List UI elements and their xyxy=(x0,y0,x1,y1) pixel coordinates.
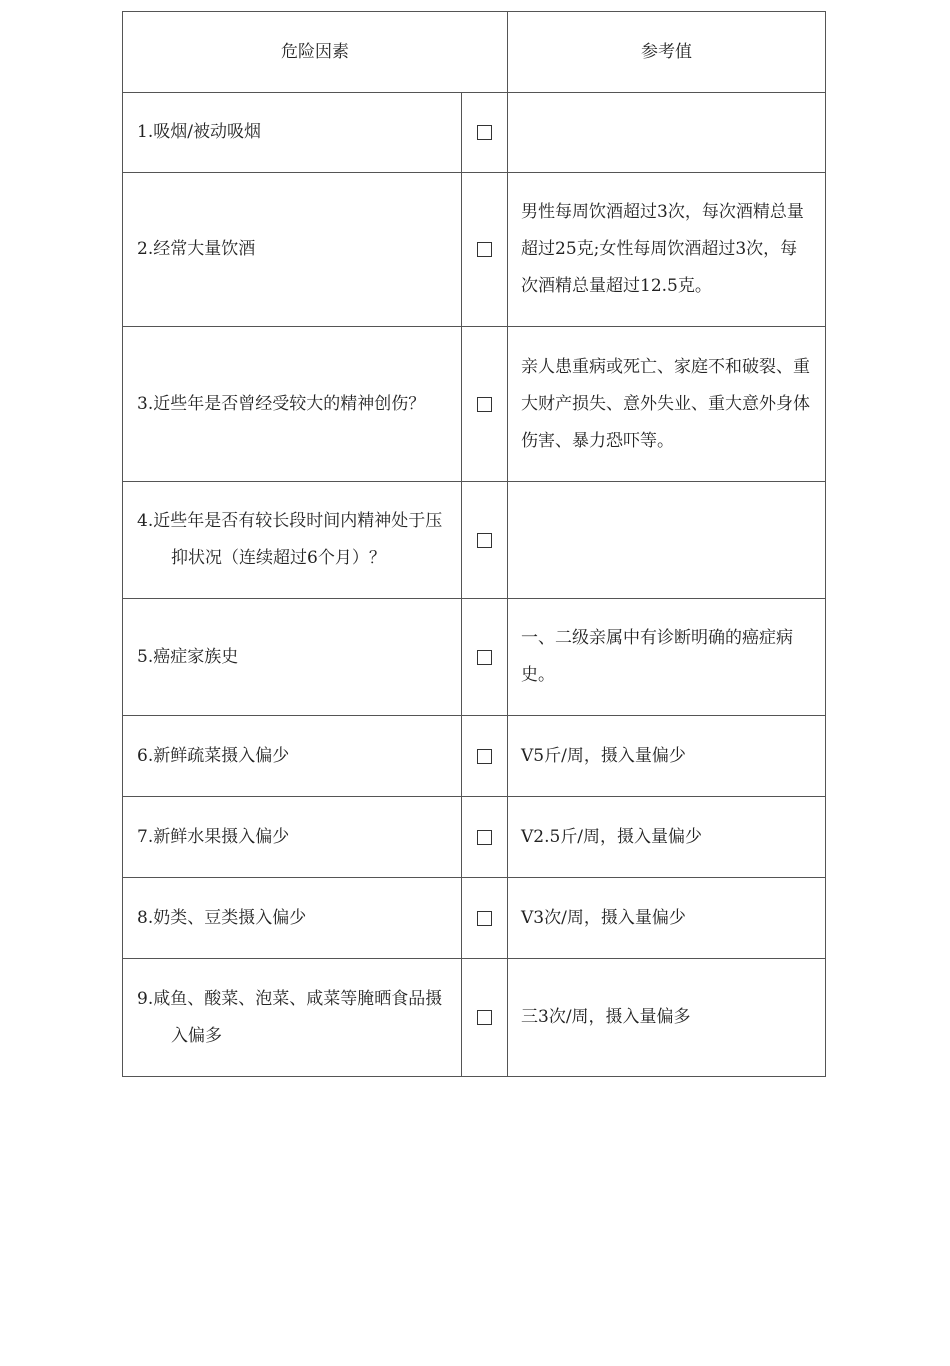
checkbox-cell xyxy=(462,797,508,878)
table-row xyxy=(123,482,826,599)
factor-label: 4.近些年是否有较长段时间内精神处于压抑状况（连续超过6个月）？ xyxy=(137,511,443,568)
reference-cell: 男性每周饮酒超过3次，每次酒精总量超过25克;女性每周饮酒超过3次，每次酒精总量超过12.5克。 xyxy=(508,173,826,327)
checkbox-mental-trauma[interactable] xyxy=(477,397,492,412)
reference-cell xyxy=(508,93,826,173)
checkbox-drinking[interactable] xyxy=(477,242,492,257)
header-risk-factor: 危险因素 xyxy=(123,12,508,93)
reference-cell: V3次/周，摄入量偏少 xyxy=(508,878,826,959)
factor-cell xyxy=(123,797,462,878)
table-row xyxy=(123,797,826,878)
checkbox-cell xyxy=(462,93,508,173)
checkbox-cell xyxy=(462,599,508,716)
reference-cell: 一、二级亲属中有诊断明确的癌症病史。 xyxy=(508,599,826,716)
table-row xyxy=(123,599,826,716)
checkbox-pickled-food[interactable] xyxy=(477,1010,492,1025)
factor-label: 5.癌症家族史 xyxy=(137,646,239,667)
table-row xyxy=(123,959,826,1077)
factor-cell xyxy=(123,482,462,599)
table-row xyxy=(123,878,826,959)
factor-cell xyxy=(123,173,462,327)
reference-cell: V2.5斤/周，摄入量偏少 xyxy=(508,797,826,878)
factor-cell xyxy=(123,327,462,482)
checkbox-depression[interactable] xyxy=(477,533,492,548)
checkbox-cell xyxy=(462,959,508,1077)
reference-cell: 亲人患重病或死亡、家庭不和破裂、重大财产损失、意外失业、重大意外身体伤害、暴力恐吓等。 xyxy=(508,327,826,482)
checkbox-family-history[interactable] xyxy=(477,650,492,665)
factor-label: 3.近些年是否曾经受较大的精神创伤？ xyxy=(137,393,426,414)
checkbox-vegetables[interactable] xyxy=(477,749,492,764)
reference-cell: 三3次/周，摄入量偏多 xyxy=(508,959,826,1077)
checkbox-cell xyxy=(462,482,508,599)
factor-cell xyxy=(123,878,462,959)
reference-cell: V5斤/周，摄入量偏少 xyxy=(508,716,826,797)
table-row xyxy=(123,173,826,327)
risk-factor-table xyxy=(122,11,826,1077)
factor-label: 7.新鲜水果摄入偏少 xyxy=(137,826,290,847)
checkbox-cell xyxy=(462,327,508,482)
factor-label: 6.新鲜疏菜摄入偏少 xyxy=(137,745,290,766)
checkbox-smoking[interactable] xyxy=(477,125,492,140)
factor-cell xyxy=(123,93,462,173)
checkbox-cell xyxy=(462,173,508,327)
factor-label: 1.吸烟/被动吸烟 xyxy=(137,122,261,142)
table-row xyxy=(123,716,826,797)
factor-label: 9.咸鱼、酸菜、泡菜、咸菜等腌晒食品摄入偏多 xyxy=(137,988,443,1046)
table-row xyxy=(123,93,826,173)
table-header-row xyxy=(123,12,826,93)
checkbox-cell xyxy=(462,878,508,959)
factor-label: 8.奶类、豆类摄入偏少 xyxy=(137,907,307,928)
factor-cell xyxy=(123,959,462,1077)
checkbox-fruit[interactable] xyxy=(477,830,492,845)
factor-cell xyxy=(123,716,462,797)
factor-cell xyxy=(123,599,462,716)
header-reference-value: 参考值 xyxy=(508,12,826,93)
factor-label: 2.经常大量饮酒 xyxy=(137,239,256,259)
checkbox-dairy-soy[interactable] xyxy=(477,911,492,926)
reference-cell xyxy=(508,482,826,599)
table-row xyxy=(123,327,826,482)
checkbox-cell xyxy=(462,716,508,797)
